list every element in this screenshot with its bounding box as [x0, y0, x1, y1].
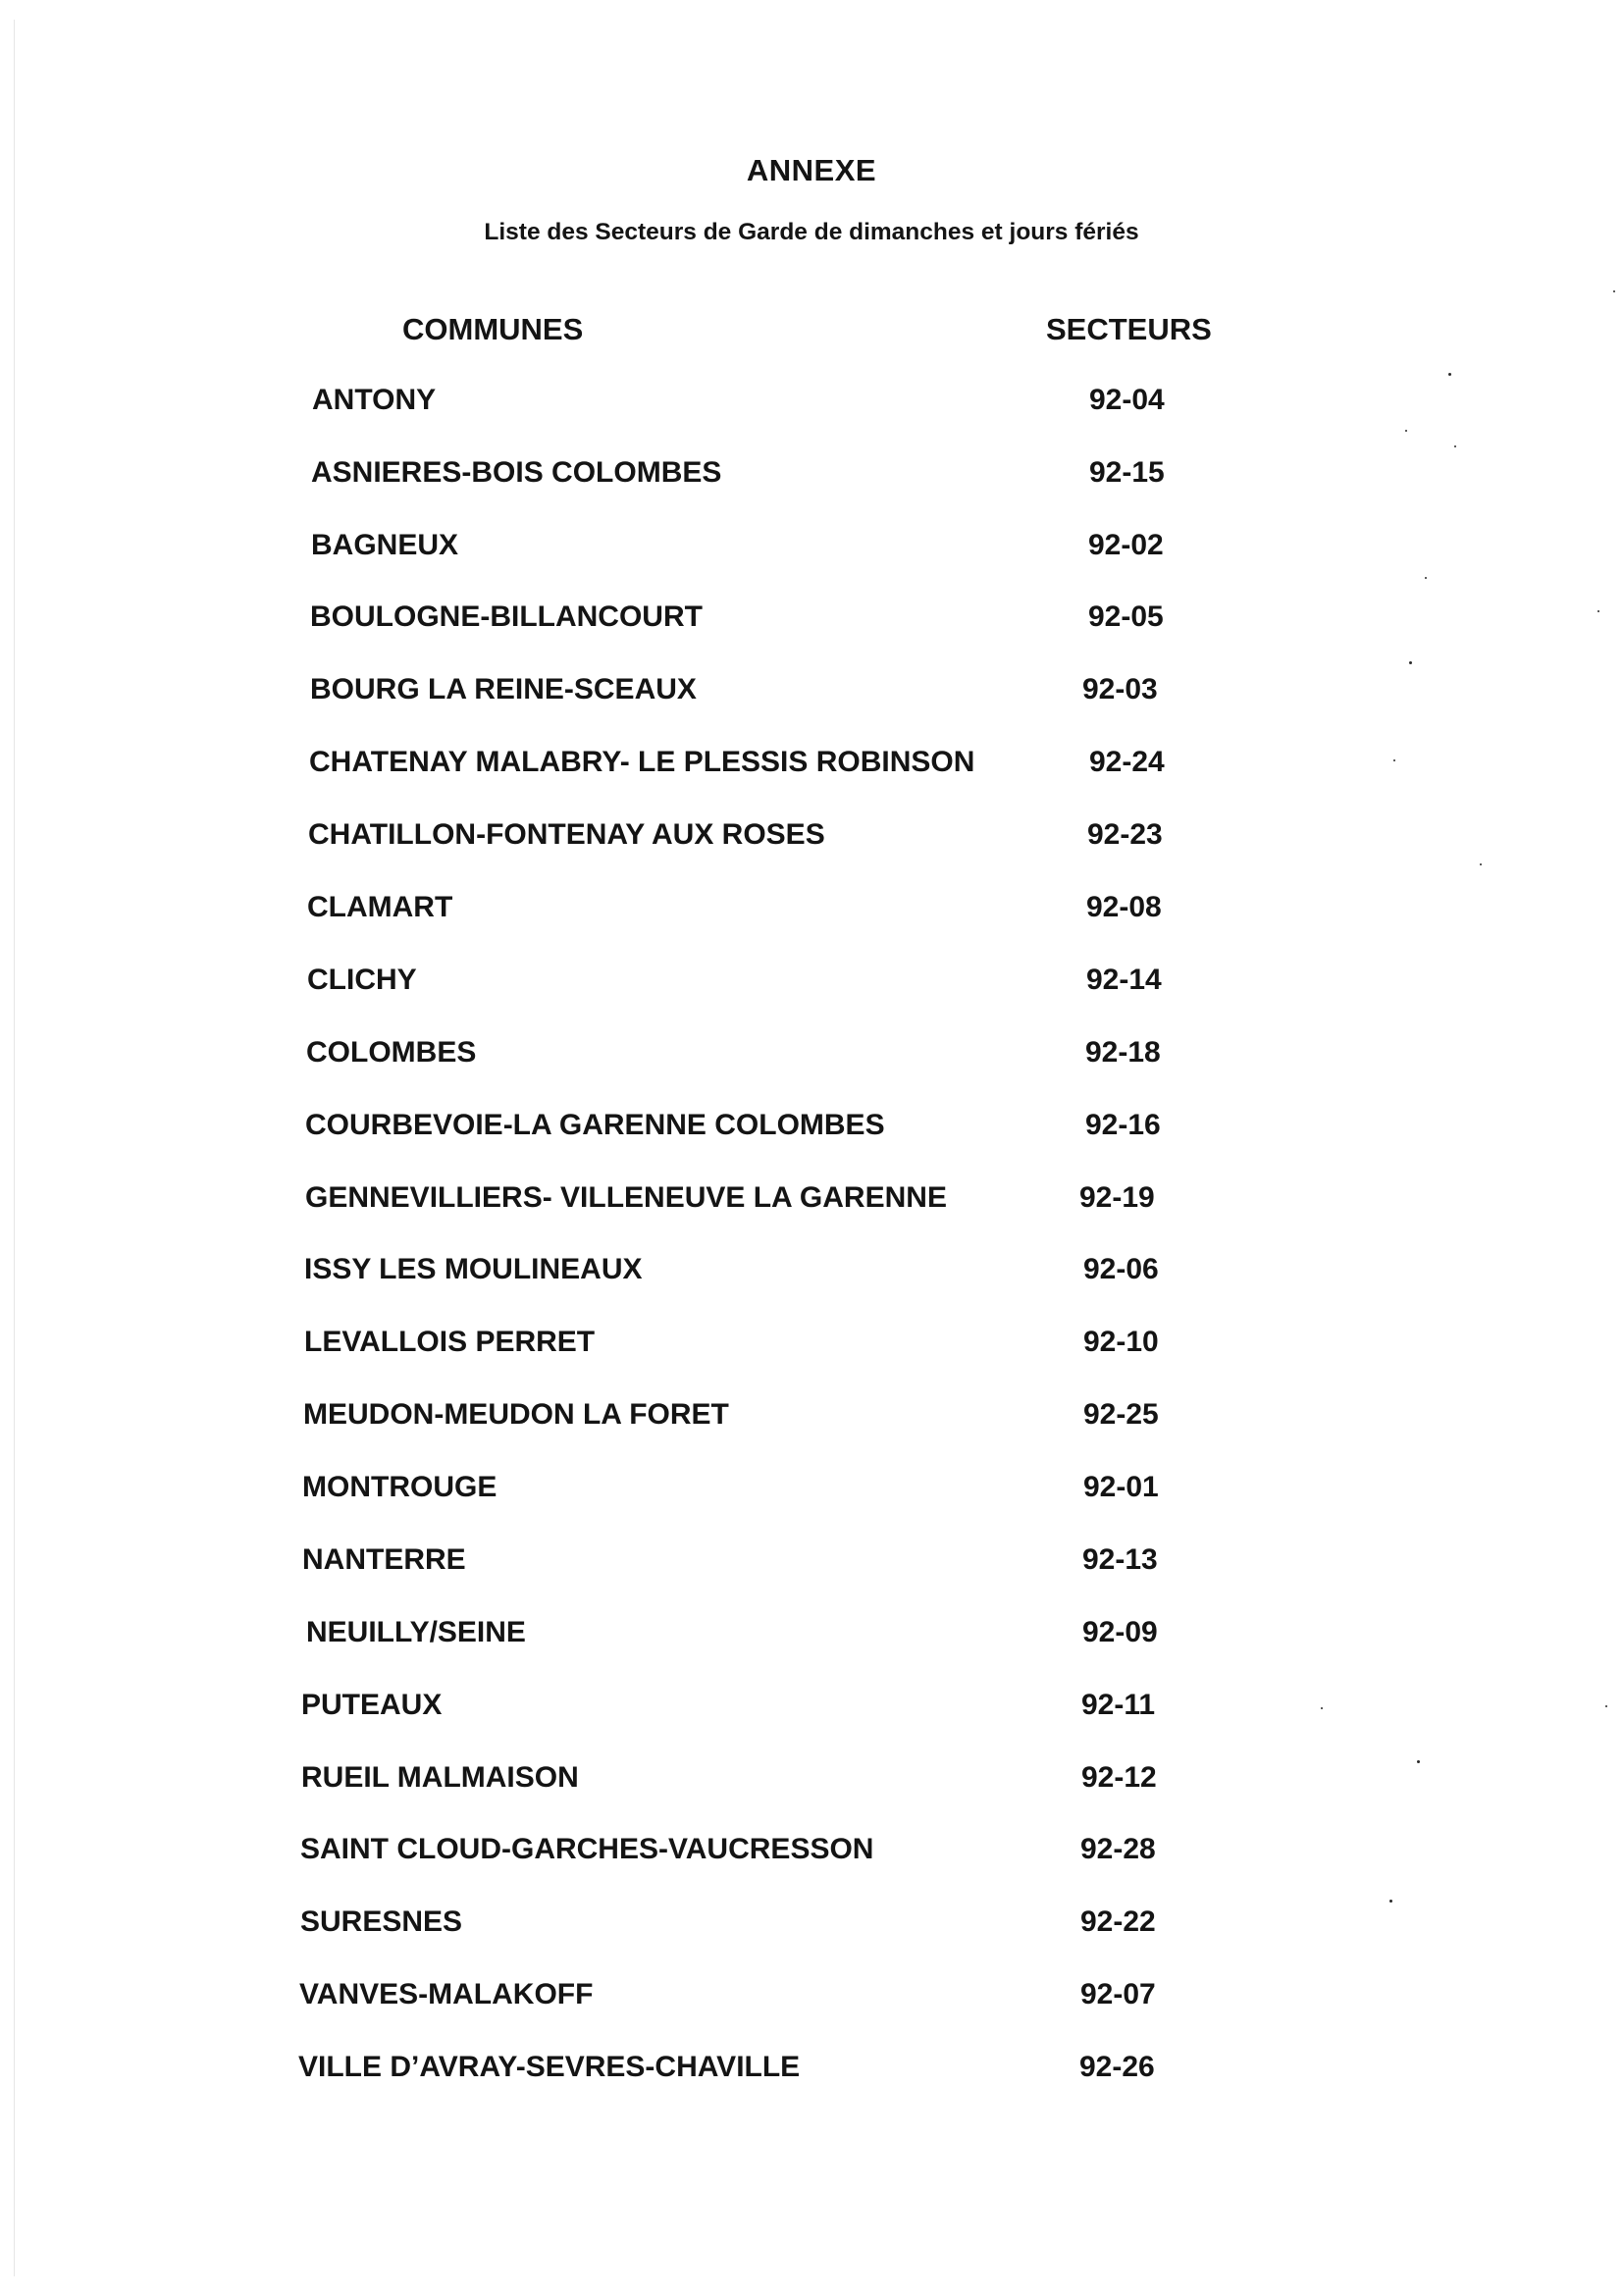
table-row	[0, 529, 1623, 568]
table-row	[0, 891, 1623, 930]
table-row	[0, 1326, 1623, 1365]
commune-name: MEUDON-MEUDON LA FORET	[303, 1398, 729, 1431]
commune-name: ASNIERES-BOIS COLOMBES	[311, 456, 722, 489]
sector-code: 92-10	[1083, 1326, 1159, 1358]
document-subtitle: Liste des Secteurs de Garde de dimanches et jours fériés	[484, 219, 1139, 245]
table-row	[0, 2051, 1623, 2090]
table-row	[0, 456, 1623, 496]
table-row	[0, 746, 1623, 785]
commune-name: SAINT CLOUD-GARCHES-VAUCRESSON	[300, 1833, 874, 1865]
sector-code: 92-08	[1086, 891, 1162, 923]
table-row	[0, 1471, 1623, 1510]
scan-speck	[1448, 373, 1451, 376]
scan-speck	[1321, 1707, 1323, 1709]
table-row	[0, 1905, 1623, 1945]
sector-code: 92-07	[1080, 1978, 1156, 2010]
table-row	[0, 1689, 1623, 1728]
table-row	[0, 1761, 1623, 1800]
table-row	[0, 1181, 1623, 1221]
table-row	[0, 1978, 1623, 2017]
scan-speck	[1425, 577, 1427, 579]
commune-name: LEVALLOIS PERRET	[304, 1326, 596, 1358]
document-title: ANNEXE	[746, 153, 877, 187]
sector-code: 92-25	[1083, 1398, 1159, 1431]
table-row	[0, 1398, 1623, 1437]
table-row	[0, 384, 1623, 423]
table-row	[0, 600, 1623, 640]
commune-name: COURBEVOIE-LA GARENNE COLOMBES	[305, 1109, 885, 1141]
sector-code: 92-16	[1085, 1109, 1161, 1141]
commune-name: MONTROUGE	[302, 1471, 497, 1503]
sector-code: 92-09	[1082, 1616, 1158, 1648]
sector-code: 92-15	[1089, 456, 1165, 489]
commune-name: VILLE D’AVRAY-SEVRES-CHAVILLE	[298, 2051, 801, 2083]
commune-name: BAGNEUX	[311, 529, 459, 561]
sector-code: 92-04	[1089, 384, 1165, 416]
commune-name: BOULOGNE-BILLANCOURT	[310, 600, 703, 633]
commune-name: CLICHY	[307, 964, 417, 996]
sector-code: 92-11	[1081, 1689, 1156, 1721]
table-row	[0, 964, 1623, 1003]
commune-name: PUTEAUX	[301, 1689, 443, 1721]
scan-speck	[1480, 863, 1482, 865]
sector-code: 92-18	[1085, 1036, 1161, 1069]
table-row	[0, 1109, 1623, 1148]
table-row	[0, 673, 1623, 712]
sector-code: 92-02	[1088, 529, 1164, 561]
table-row	[0, 1616, 1623, 1655]
commune-name: GENNEVILLIERS- VILLENEUVE LA GARENNE	[305, 1181, 947, 1214]
commune-name: SURESNES	[300, 1905, 463, 1938]
sector-code: 92-28	[1080, 1833, 1156, 1865]
sector-code: 92-14	[1086, 964, 1162, 996]
scan-speck	[1405, 430, 1407, 432]
sector-code: 92-12	[1081, 1761, 1157, 1794]
sector-code: 92-05	[1088, 600, 1164, 633]
table-row	[0, 1833, 1623, 1872]
sector-code: 92-06	[1083, 1253, 1159, 1285]
scan-speck	[1409, 661, 1412, 664]
sector-code: 92-03	[1082, 673, 1158, 705]
commune-name: NANTERRE	[302, 1543, 466, 1576]
table-row	[0, 1543, 1623, 1583]
scan-speck	[1389, 1900, 1392, 1903]
column-header-secteurs: SECTEURS	[1046, 312, 1212, 346]
scan-speck	[1393, 759, 1395, 761]
table-row	[0, 818, 1623, 858]
commune-name: CHATILLON-FONTENAY AUX ROSES	[308, 818, 825, 851]
commune-name: CLAMART	[307, 891, 453, 923]
commune-name: NEUILLY/SEINE	[306, 1616, 526, 1648]
commune-name: BOURG LA REINE-SCEAUX	[310, 673, 697, 705]
sector-code: 92-13	[1082, 1543, 1158, 1576]
sector-code: 92-01	[1083, 1471, 1159, 1503]
table-row	[0, 1036, 1623, 1075]
sector-code: 92-24	[1089, 746, 1165, 778]
commune-name: ISSY LES MOULINEAUX	[304, 1253, 643, 1285]
table-row	[0, 1253, 1623, 1292]
sector-code: 92-22	[1080, 1905, 1156, 1938]
scan-speck	[1417, 1760, 1420, 1763]
scan-speck	[1454, 445, 1456, 447]
sector-code: 92-19	[1079, 1181, 1155, 1214]
sector-code: 92-26	[1079, 2051, 1155, 2083]
scan-speck	[1605, 1705, 1607, 1707]
commune-name: COLOMBES	[306, 1036, 477, 1069]
commune-name: ANTONY	[312, 384, 437, 416]
commune-name: VANVES-MALAKOFF	[299, 1978, 594, 2010]
column-header-communes: COMMUNES	[402, 312, 584, 346]
scan-speck	[1613, 290, 1615, 292]
sector-code: 92-23	[1087, 818, 1163, 851]
scan-speck	[1597, 610, 1599, 612]
commune-name: RUEIL MALMAISON	[301, 1761, 579, 1794]
commune-name: CHATENAY MALABRY- LE PLESSIS ROBINSON	[309, 746, 975, 778]
